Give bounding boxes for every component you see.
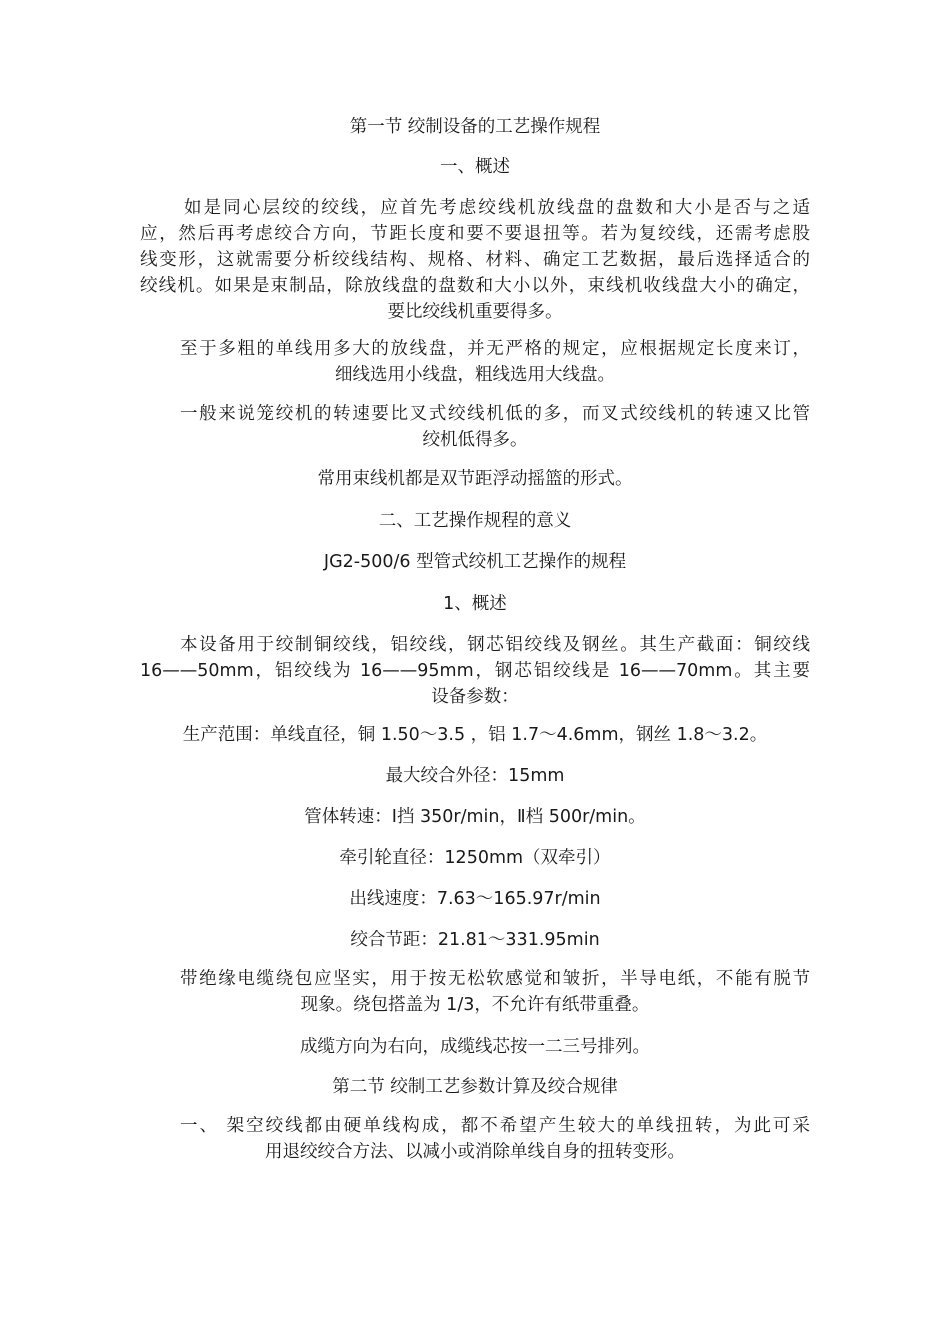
- paragraph-line: 一、 架空绞线都由硬单线构成，都不希望产生较大的单线扭转，为此可采: [180, 1116, 810, 1136]
- paragraph-line: 16——50mm，铝绞线为 16——95mm，钢芯铝绞线是 16——70mm。其主要: [140, 661, 810, 681]
- spec-max-diameter: [140, 763, 810, 789]
- spec-line: 出线速度：7.63～165.97r/min: [349, 889, 601, 909]
- paragraph-5: [140, 632, 810, 710]
- paragraph-line: 线变形，这就需要分析绞线结构、规格、材料、确定工艺数据，最后选择适合的: [140, 250, 810, 270]
- spec-line: 牵引轮直径：1250mm（双牵引）: [339, 848, 611, 868]
- paragraph-line: 设备参数：: [431, 687, 519, 707]
- heading-overview-text: 一、概述: [440, 157, 510, 177]
- spec-line: 生产范围：单线直径，铜 1.50～3.5 ，铝 1.7～4.6mm，钢丝 1.8～3.2。: [182, 725, 768, 745]
- paragraph-line: 应，然后再考虑绞合方向，节距长度和要不要退扭等。若为复绞线，还需考虑股: [140, 224, 810, 244]
- machine-title-text: JG2-500/6 型管式绞机工艺操作的规程: [323, 552, 627, 572]
- paragraph-line: 带绝缘电缆绕包应坚实，用于按无松软感觉和皱折，半导电纸，不能有脱节: [180, 969, 810, 989]
- sub-heading-overview-text: 1、概述: [443, 594, 507, 614]
- machine-title: [140, 549, 810, 575]
- paragraph-line: 绞线机。如果是束制品，除放线盘的盘数和大小以外，束线机收线盘大小的确定，: [140, 276, 810, 296]
- paragraph-7: [140, 1034, 810, 1060]
- section2-title: [140, 1074, 810, 1100]
- paragraph-line: 至于多粗的单线用多大的放线盘，并无严格的规定，应根据规定长度来订，: [180, 339, 810, 359]
- spec-line: 绞合节距：21.81～331.95min: [350, 930, 600, 950]
- paragraph-line: 如是同心层绞的绞线，应首先考虑绞线机放线盘的盘数和大小是否与之适: [184, 198, 810, 218]
- heading-significance-text: 二、工艺操作规程的意义: [378, 511, 572, 531]
- spec-line: 管体转速：Ⅰ挡 350r/min，Ⅱ档 500r/min。: [304, 807, 646, 827]
- paragraph-6: [140, 966, 810, 1018]
- section2-title-text: 第二节 绞制工艺参数计算及绞合规律: [332, 1077, 618, 1097]
- paragraph-line: 用退绞绞合方法、以减小或消除单线自身的扭转变形。: [265, 1142, 685, 1162]
- section1-title-text: 第一节 绞制设备的工艺操作规程: [349, 117, 601, 137]
- paragraph-8: [140, 1113, 810, 1165]
- heading-significance: [140, 508, 810, 534]
- sub-heading-overview: [140, 591, 810, 617]
- paragraph-line: 一般来说笼绞机的转速要比叉式绞线机低的多，而叉式绞线机的转速又比管: [180, 404, 810, 424]
- paragraph-line: 细线选用小线盘，粗线选用大线盘。: [335, 365, 615, 385]
- spec-line: 最大绞合外径：15mm: [385, 766, 565, 786]
- paragraph-4: [140, 466, 810, 492]
- heading-overview: [140, 154, 810, 180]
- paragraph-line: 绞机低得多。: [422, 430, 528, 450]
- paragraph-1: [140, 195, 810, 325]
- spec-capstan-diameter: [140, 845, 810, 871]
- paragraph-2: [140, 336, 810, 388]
- section1-title: [140, 114, 810, 140]
- spec-line-speed: [140, 886, 810, 912]
- paragraph-3: [140, 401, 810, 453]
- paragraph-line: 本设备用于绞制铜绞线，铝绞线，钢芯铝绞线及钢丝。其生产截面：铜绞线: [180, 635, 810, 655]
- paragraph-line: 现象。绕包搭盖为 1/3，不允许有纸带重叠。: [300, 995, 650, 1015]
- spec-production-range: [140, 722, 810, 748]
- spec-lay-length: [140, 927, 810, 953]
- paragraph-line: 要比绞线机重要得多。: [387, 302, 563, 322]
- spec-tube-speed: [140, 804, 810, 830]
- paragraph-line: 常用束线机都是双节距浮动摇篮的形式。: [317, 469, 633, 489]
- paragraph-line: 成缆方向为右向，成缆线芯按一二三号排列。: [300, 1037, 650, 1057]
